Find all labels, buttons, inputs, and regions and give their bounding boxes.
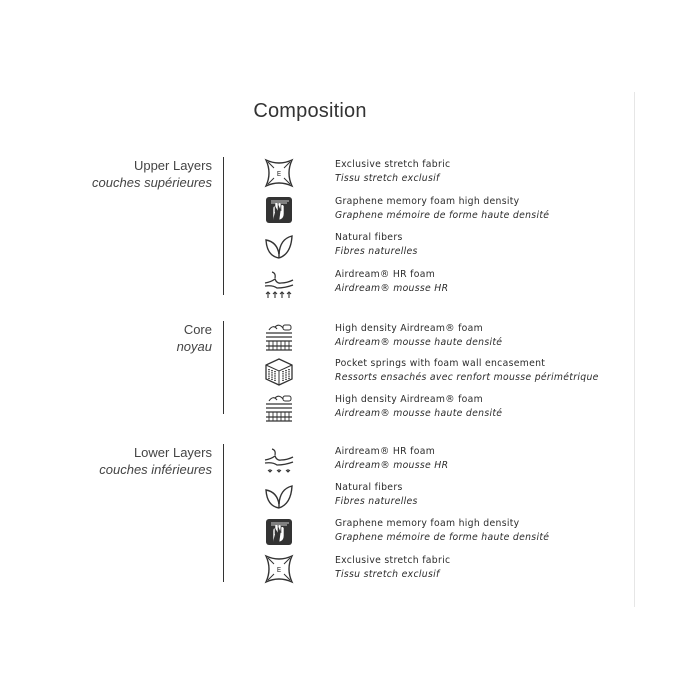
layer-text <box>335 268 448 296</box>
hr-foam-icon <box>263 444 295 476</box>
stretch-fabric-icon <box>263 157 295 189</box>
layer-name-fr: Airdream® mousse HR <box>335 460 449 471</box>
layer-name-fr: Airdream® mousse haute densité <box>335 408 503 419</box>
layer-text <box>335 231 418 259</box>
layer-text <box>335 445 448 473</box>
high-density-foam-icon <box>263 392 295 424</box>
layer-text <box>335 158 450 186</box>
leaf-icon <box>263 480 295 512</box>
layer-item <box>0 356 700 390</box>
layer-name-en: Exclusive stretch fabric <box>335 555 451 566</box>
layer-name-fr: Tissu stretch exclusif <box>335 569 440 580</box>
layer-name-en: Graphene memory foam high density <box>335 196 520 207</box>
leaf-icon <box>263 230 295 262</box>
layer-name-fr: Graphene mémoire de forme haute densité <box>335 210 550 221</box>
layer-item <box>0 553 700 587</box>
layer-item <box>0 516 700 550</box>
layer-name-en: Airdream® HR foam <box>335 446 436 457</box>
layer-name-fr: Fibres naturelles <box>335 496 418 507</box>
layer-name-en: Airdream® HR foam <box>335 269 436 280</box>
section-label-en: Upper Layers <box>133 158 212 173</box>
pocket-springs-icon <box>263 356 295 388</box>
layer-name-fr: Airdream® mousse haute densité <box>335 337 503 348</box>
layer-name-fr: Graphene mémoire de forme haute densité <box>335 532 550 543</box>
memory-foam-icon <box>263 516 295 548</box>
svg-text:E: E <box>276 170 282 178</box>
high-density-foam-icon <box>263 321 295 353</box>
layer-name-en: Graphene memory foam high density <box>335 518 520 529</box>
page-title: Composition <box>253 100 367 122</box>
layer-text <box>335 554 450 582</box>
layer-name-en: High density Airdream® foam <box>335 323 484 334</box>
layer-item <box>0 480 700 514</box>
layer-text <box>335 481 418 509</box>
svg-text:E: E <box>276 566 282 574</box>
layer-name-fr: Fibres naturelles <box>335 246 418 257</box>
hr-foam-icon <box>263 267 295 299</box>
layer-text <box>335 393 502 421</box>
layer-name-en: Natural fibers <box>335 482 403 493</box>
layer-item <box>0 444 700 478</box>
layer-text <box>335 322 502 350</box>
section-label-en: Core <box>183 322 212 337</box>
section-label-en: Lower Layers <box>133 445 212 460</box>
layer-text <box>335 357 599 385</box>
layer-item <box>0 157 700 191</box>
layer-name-fr: Ressorts ensachés avec renfort mousse périmétrique <box>335 372 599 383</box>
layer-name-fr: Tissu stretch exclusif <box>335 173 440 184</box>
memory-foam-icon <box>263 194 295 226</box>
layer-name-en: High density Airdream® foam <box>335 394 484 405</box>
stretch-fabric-icon <box>263 553 295 585</box>
section-label-fr: couches inférieures <box>99 462 212 477</box>
layer-name-en: Exclusive stretch fabric <box>335 159 451 170</box>
layer-item <box>0 267 700 301</box>
section-label-fr: couches supérieures <box>92 175 212 190</box>
layer-item <box>0 392 700 426</box>
layer-name-fr: Airdream® mousse HR <box>335 283 449 294</box>
layer-name-en: Pocket springs with foam wall encasement <box>335 358 546 369</box>
layer-item <box>0 321 700 355</box>
layer-text <box>335 517 549 545</box>
layer-item <box>0 194 700 228</box>
layer-name-en: Natural fibers <box>335 232 403 243</box>
layer-item <box>0 230 700 264</box>
section-label-fr: noyau <box>176 339 212 354</box>
layer-text <box>335 195 549 223</box>
